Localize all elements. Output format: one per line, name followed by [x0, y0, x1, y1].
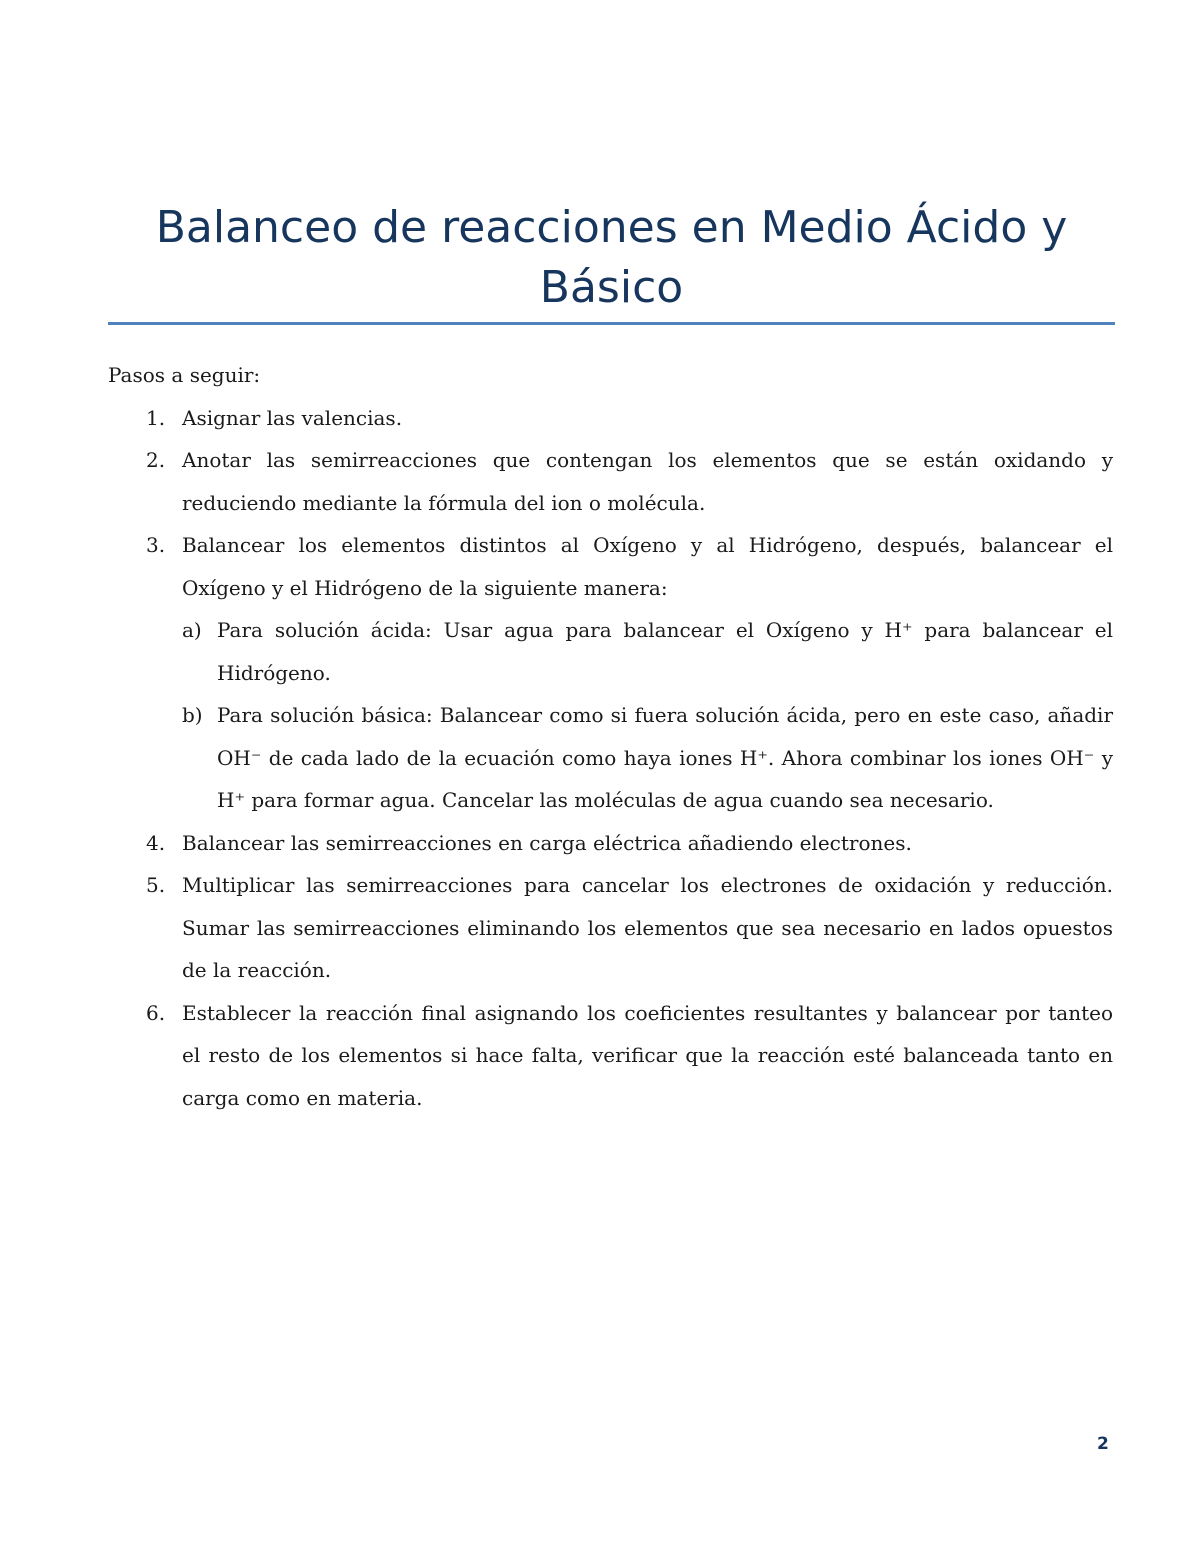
step-number: 3.: [146, 533, 166, 557]
title-underline-rule: [108, 322, 1115, 325]
step-item: [108, 864, 1113, 992]
step-item: [108, 992, 1113, 1120]
step-item: [108, 439, 1113, 524]
step-text: Establecer la reacción final asignando los coeficientes resultantes y balancear por tanteo el resto de los elementos si hace falta, verificar que la reacción esté balanceada tanto en carga como en materia.: [182, 1000, 1113, 1110]
step-item: [108, 397, 1113, 440]
step-item: [108, 822, 1113, 865]
step-number: 4.: [146, 830, 166, 855]
step-text: Balancear los elementos distintos al Oxígeno y al Hidrógeno, después, balancear el Oxígeno y el Hidrógeno de la siguiente manera:: [182, 533, 1113, 600]
document-body: [108, 354, 1113, 1119]
step-number: 1.: [146, 405, 166, 430]
step-text: Multiplicar las semirreacciones para cancelar los electrones de oxidación y reducción. Sumar las semirreacciones eliminando los elementos que sea necesario en lados opuestos de la reacción.: [182, 873, 1113, 982]
step-number: 5.: [146, 873, 166, 897]
substep-text: Para solución ácida: Usar agua para balancear el Oxígeno y H⁺ para balancear el Hidrógeno.: [217, 618, 1113, 685]
intro-text: Pasos a seguir:: [108, 363, 261, 387]
steps-list: [108, 397, 1113, 1120]
step-item: [108, 524, 1113, 822]
substep-text: Para solución básica: Balancear como si fuera solución ácida, pero en este caso, añadir OH⁻ de cada lado de la ecuación como haya iones H⁺. Ahora combinar los iones OH⁻ y H⁺ para formar agua. Cancelar las moléculas de agua cuando sea necesario.: [217, 703, 1113, 812]
page-number: 2: [1097, 1434, 1109, 1454]
step-text: Balancear las semirreacciones en carga eléctrica añadiendo electrones.: [182, 830, 912, 855]
page-title: Balanceo de reacciones en Medio Ácido y Básico: [155, 202, 1068, 313]
step-text: Asignar las valencias.: [182, 405, 403, 430]
step-number: 6.: [146, 1000, 166, 1025]
substep-marker: a): [182, 618, 202, 642]
substeps-list: [182, 609, 1113, 822]
substep-item: [182, 694, 1113, 822]
substep-marker: b): [182, 703, 203, 727]
step-number: 2.: [146, 448, 166, 472]
step-text: Anotar las semirreacciones que contengan los elementos que se están oxidando y reduciendo mediante la fórmula del ion o molécula.: [182, 448, 1113, 515]
substep-item: [182, 609, 1113, 694]
